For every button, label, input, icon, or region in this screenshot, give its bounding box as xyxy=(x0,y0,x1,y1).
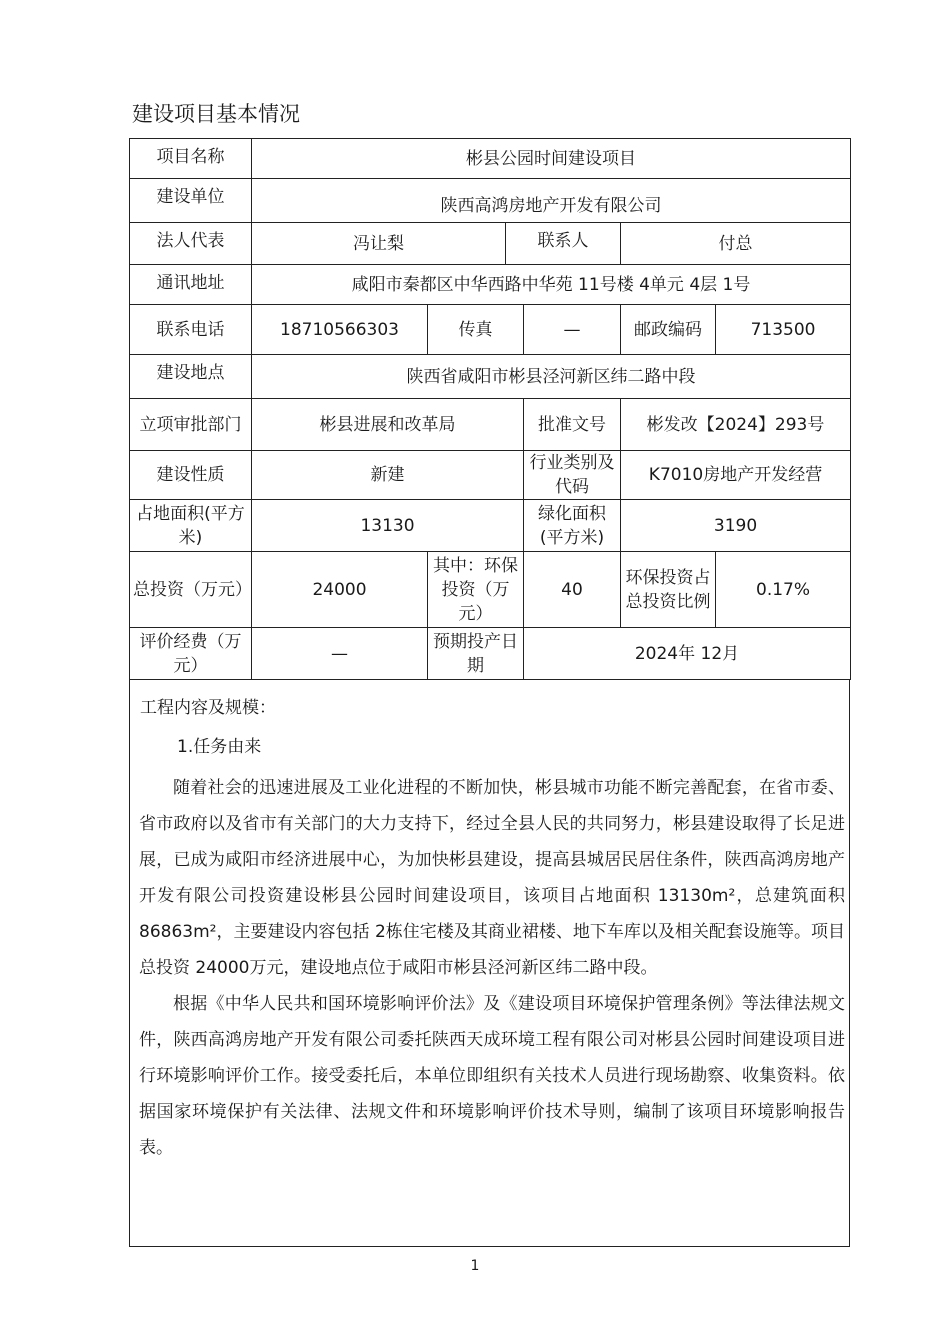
content-paragraphs xyxy=(139,770,845,1166)
phone-value: 18710566303 xyxy=(252,305,428,355)
total-invest-value: 24000 xyxy=(252,552,428,628)
fax-value: — xyxy=(524,305,621,355)
land-area-label: 占地面积(平方米) xyxy=(130,500,252,552)
address-label: 通讯地址 xyxy=(130,265,252,305)
approval-dept-label: 立项审批部门 xyxy=(130,399,252,451)
site-value: 陕西省咸阳市彬县泾河新区纬二路中段 xyxy=(252,355,851,399)
approval-no-value: 彬发改【2024】293号 xyxy=(621,399,851,451)
paragraph-background: 随着社会的迅速进展及工业化进程的不断加快，彬县城市功能不断完善配套，在省市委、省市政府以及省市有关部门的大力支持下，经过全县人民的共同努力，彬县建设取得了长足进展，已成为咸阳市经济进展中心，为加快彬县建设，提高县城居民居住条件，陕西高鸿房地产开发有限公司投资建设彬县公园时间建设项目，该项目占地面积 13130m²，总建筑面积 86863m²，主要建设内容包括 2栋住宅楼及其商业裙楼、地下车库以及相关配套设施等。项目总投资 24000万元，建设地点位于咸阳市彬县泾河新区纬二路中段。 xyxy=(139,778,845,978)
subsection-title: 1.任务由来 xyxy=(177,737,262,757)
contact-label: 联系人 xyxy=(506,223,621,265)
start-date-value: 2024年 12月 xyxy=(524,628,851,680)
total-invest-label: 总投资（万元） xyxy=(130,552,252,628)
env-ratio-label: 环保投资占总投资比例 xyxy=(621,552,716,628)
env-ratio-value: 0.17% xyxy=(716,552,851,628)
approval-no-label: 批准文号 xyxy=(524,399,621,451)
site-label: 建设地点 xyxy=(130,355,252,399)
contact-value: 付总 xyxy=(621,223,851,265)
green-area-value: 3190 xyxy=(621,500,851,552)
project-name-value: 彬县公园时间建设项目 xyxy=(252,139,851,179)
legal-rep-label: 法人代表 xyxy=(130,223,252,265)
nature-label: 建设性质 xyxy=(130,451,252,500)
postcode-value: 713500 xyxy=(716,305,851,355)
address-value: 咸阳市秦都区中华西路中华苑 11号楼 4单元 4层 1号 xyxy=(252,265,851,305)
section-title: 工程内容及规模： xyxy=(140,698,276,718)
builder-value: 陕西高鸿房地产开发有限公司 xyxy=(252,179,851,223)
industry-label: 行业类别及代码 xyxy=(524,451,621,500)
legal-rep-value: 冯让梨 xyxy=(252,223,506,265)
document-title: 建设项目基本情况 xyxy=(132,102,300,126)
project-info-table xyxy=(129,138,850,1247)
nature-value: 新建 xyxy=(252,451,524,500)
postcode-label: 邮政编码 xyxy=(621,305,716,355)
builder-label: 建设单位 xyxy=(130,179,252,223)
page-number: 1 xyxy=(470,1258,480,1274)
env-invest-value: 40 xyxy=(524,552,621,628)
approval-dept-value: 彬县进展和改革局 xyxy=(252,399,524,451)
industry-value: K7010房地产开发经营 xyxy=(621,451,851,500)
start-date-label: 预期投产日期 xyxy=(428,628,524,680)
fax-label: 传真 xyxy=(428,305,524,355)
env-invest-label: 其中：环保投资（万元） xyxy=(428,552,524,628)
green-area-label: 绿化面积(平方米) xyxy=(524,500,621,552)
paragraph-legal-basis: 根据《中华人民共和国环境影响评价法》及《建设项目环境保护管理条例》等法律法规文件，陕西高鸿房地产开发有限公司委托陕西天成环境工程有限公司对彬县公园时间建设项目进行环境影响评价工作。接受委托后，本单位即组织有关技术人员进行现场勘察、收集资料。依据国家环境保护有关法律、法规文件和环境影响评价技术导则，编制了该项目环境影响报告表。 xyxy=(139,994,845,1158)
phone-label: 联系电话 xyxy=(130,305,252,355)
land-area-value: 13130 xyxy=(252,500,524,552)
eval-fee-label: 评价经费（万元） xyxy=(130,628,252,680)
project-content-box xyxy=(129,680,850,1247)
eval-fee-value: — xyxy=(252,628,428,680)
project-name-label: 项目名称 xyxy=(130,139,252,179)
